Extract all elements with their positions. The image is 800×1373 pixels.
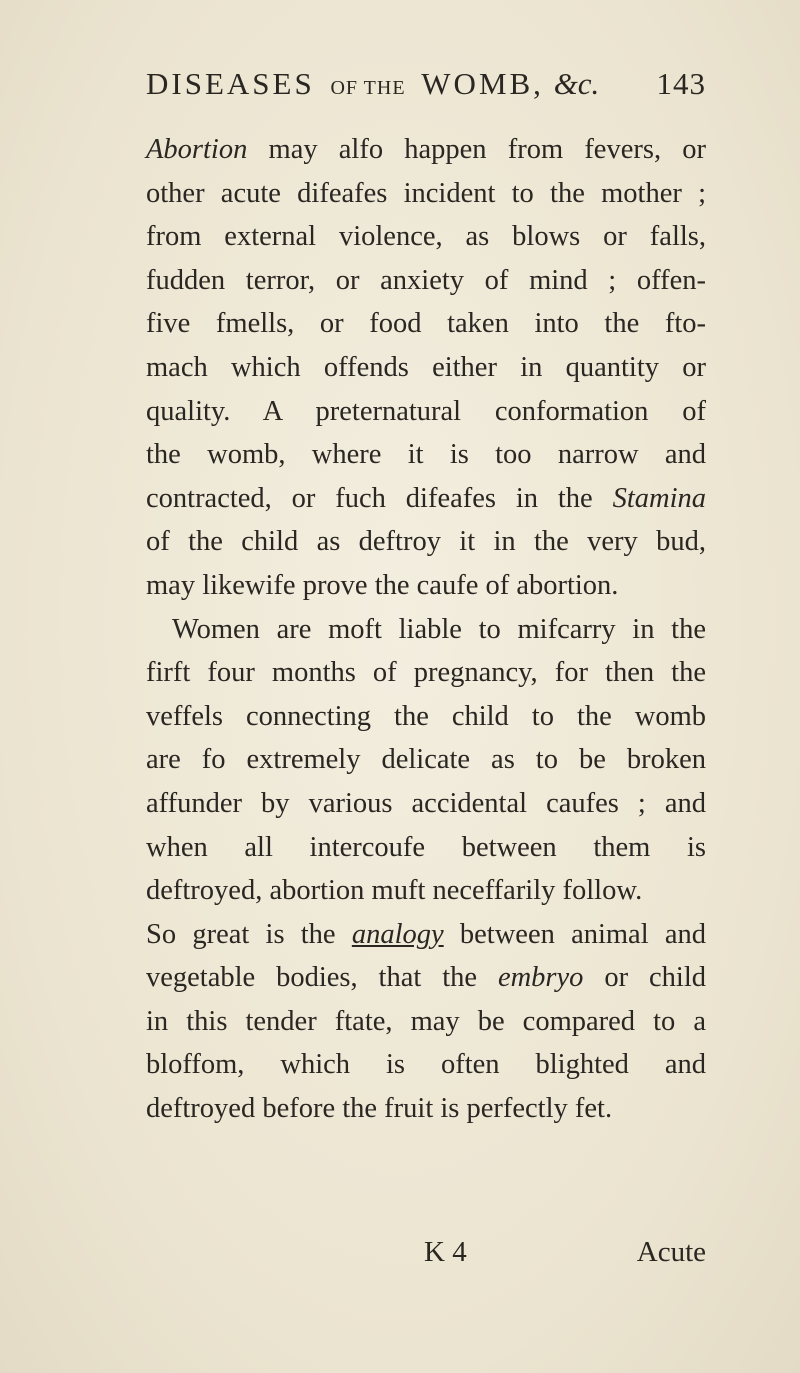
signature-mark: K 4 [424,1236,467,1268]
text-segment: veffels connecting the child to the womb [146,700,706,732]
text-line [146,782,706,826]
text-segment: affunder by various accidental caufes ; and [146,787,706,819]
text-segment: may alfo happen from fevers, or [247,134,706,165]
text-segment: firft four months of pregnancy, for then the [146,657,706,689]
text-segment: vegetable bodies, that the [146,962,498,994]
text-line [146,695,706,739]
text-line [146,477,706,521]
italic-text: Abortion [146,134,248,165]
text-segment: contracted, or fuch difeafes in the [146,482,613,514]
text-line [146,738,706,782]
text-line [146,1000,706,1044]
text-line [146,390,706,434]
text-line [146,1087,706,1131]
italic-text: Stamina [612,482,706,514]
text-line [146,128,706,172]
text-line [146,433,706,477]
text-line [146,826,706,870]
text-line [146,172,706,216]
text-line [146,869,706,913]
text-segment: bloffom, which is often blighted and [146,1049,706,1081]
text-line [146,346,706,390]
catchline [146,1236,706,1280]
running-head-womb: WOMB, [421,66,544,101]
text-line [146,259,706,303]
text-segment: deftroyed before the fruit is perfectly fet. [146,1093,613,1125]
running-head-etc: &c. [553,66,600,101]
text-line [146,956,706,1000]
text-segment: quality. A preternatural conformation of [146,395,706,427]
text-segment: deftroyed, abortion muft neceffarily follow. [146,875,643,907]
running-head [146,66,706,110]
text-segment: mach which offends either in quantity or [146,351,706,383]
text-segment: So great is the [146,918,352,950]
text-segment: from external violence, as blows or falls, [146,221,706,253]
text-segment: Women are moft liable to mifcarry in the [172,613,706,645]
body-text [146,128,706,1131]
text-segment: may likewife prove the caufe of abortion. [146,569,619,601]
text-line [146,215,706,259]
text-segment: in this tender ftate, may be compared to a [146,1005,706,1037]
text-line [146,913,706,957]
text-line [146,302,706,346]
text-line [146,520,706,564]
running-head-of-the: OF THE [330,77,406,99]
italic-text: embryo [497,962,584,994]
text-segment: or child [583,962,706,994]
running-head-diseases: DISEASES [146,66,315,101]
text-segment: other acute difeafes incident to the mother ; [146,177,706,209]
text-segment: when all intercoufe between them is [146,831,706,863]
text-segment: fudden terror, or anxiety of mind ; offen- [146,264,706,296]
text-segment: five fmells, or food taken into the fto- [146,308,706,340]
text-segment: of the child as deftroy it in the very bud, [146,526,706,558]
text-segment: between animal and [443,918,707,950]
italic-text: analogy [351,918,444,950]
text-line [146,608,706,652]
text-line [146,564,706,608]
text-line [146,1043,706,1087]
text-segment: are fo extremely delicate as to be broken [146,744,706,776]
text-line [146,651,706,695]
text-segment: the womb, where it is too narrow and [146,439,706,471]
catchword: Acute [636,1236,706,1268]
page-number: 143 [656,66,706,101]
